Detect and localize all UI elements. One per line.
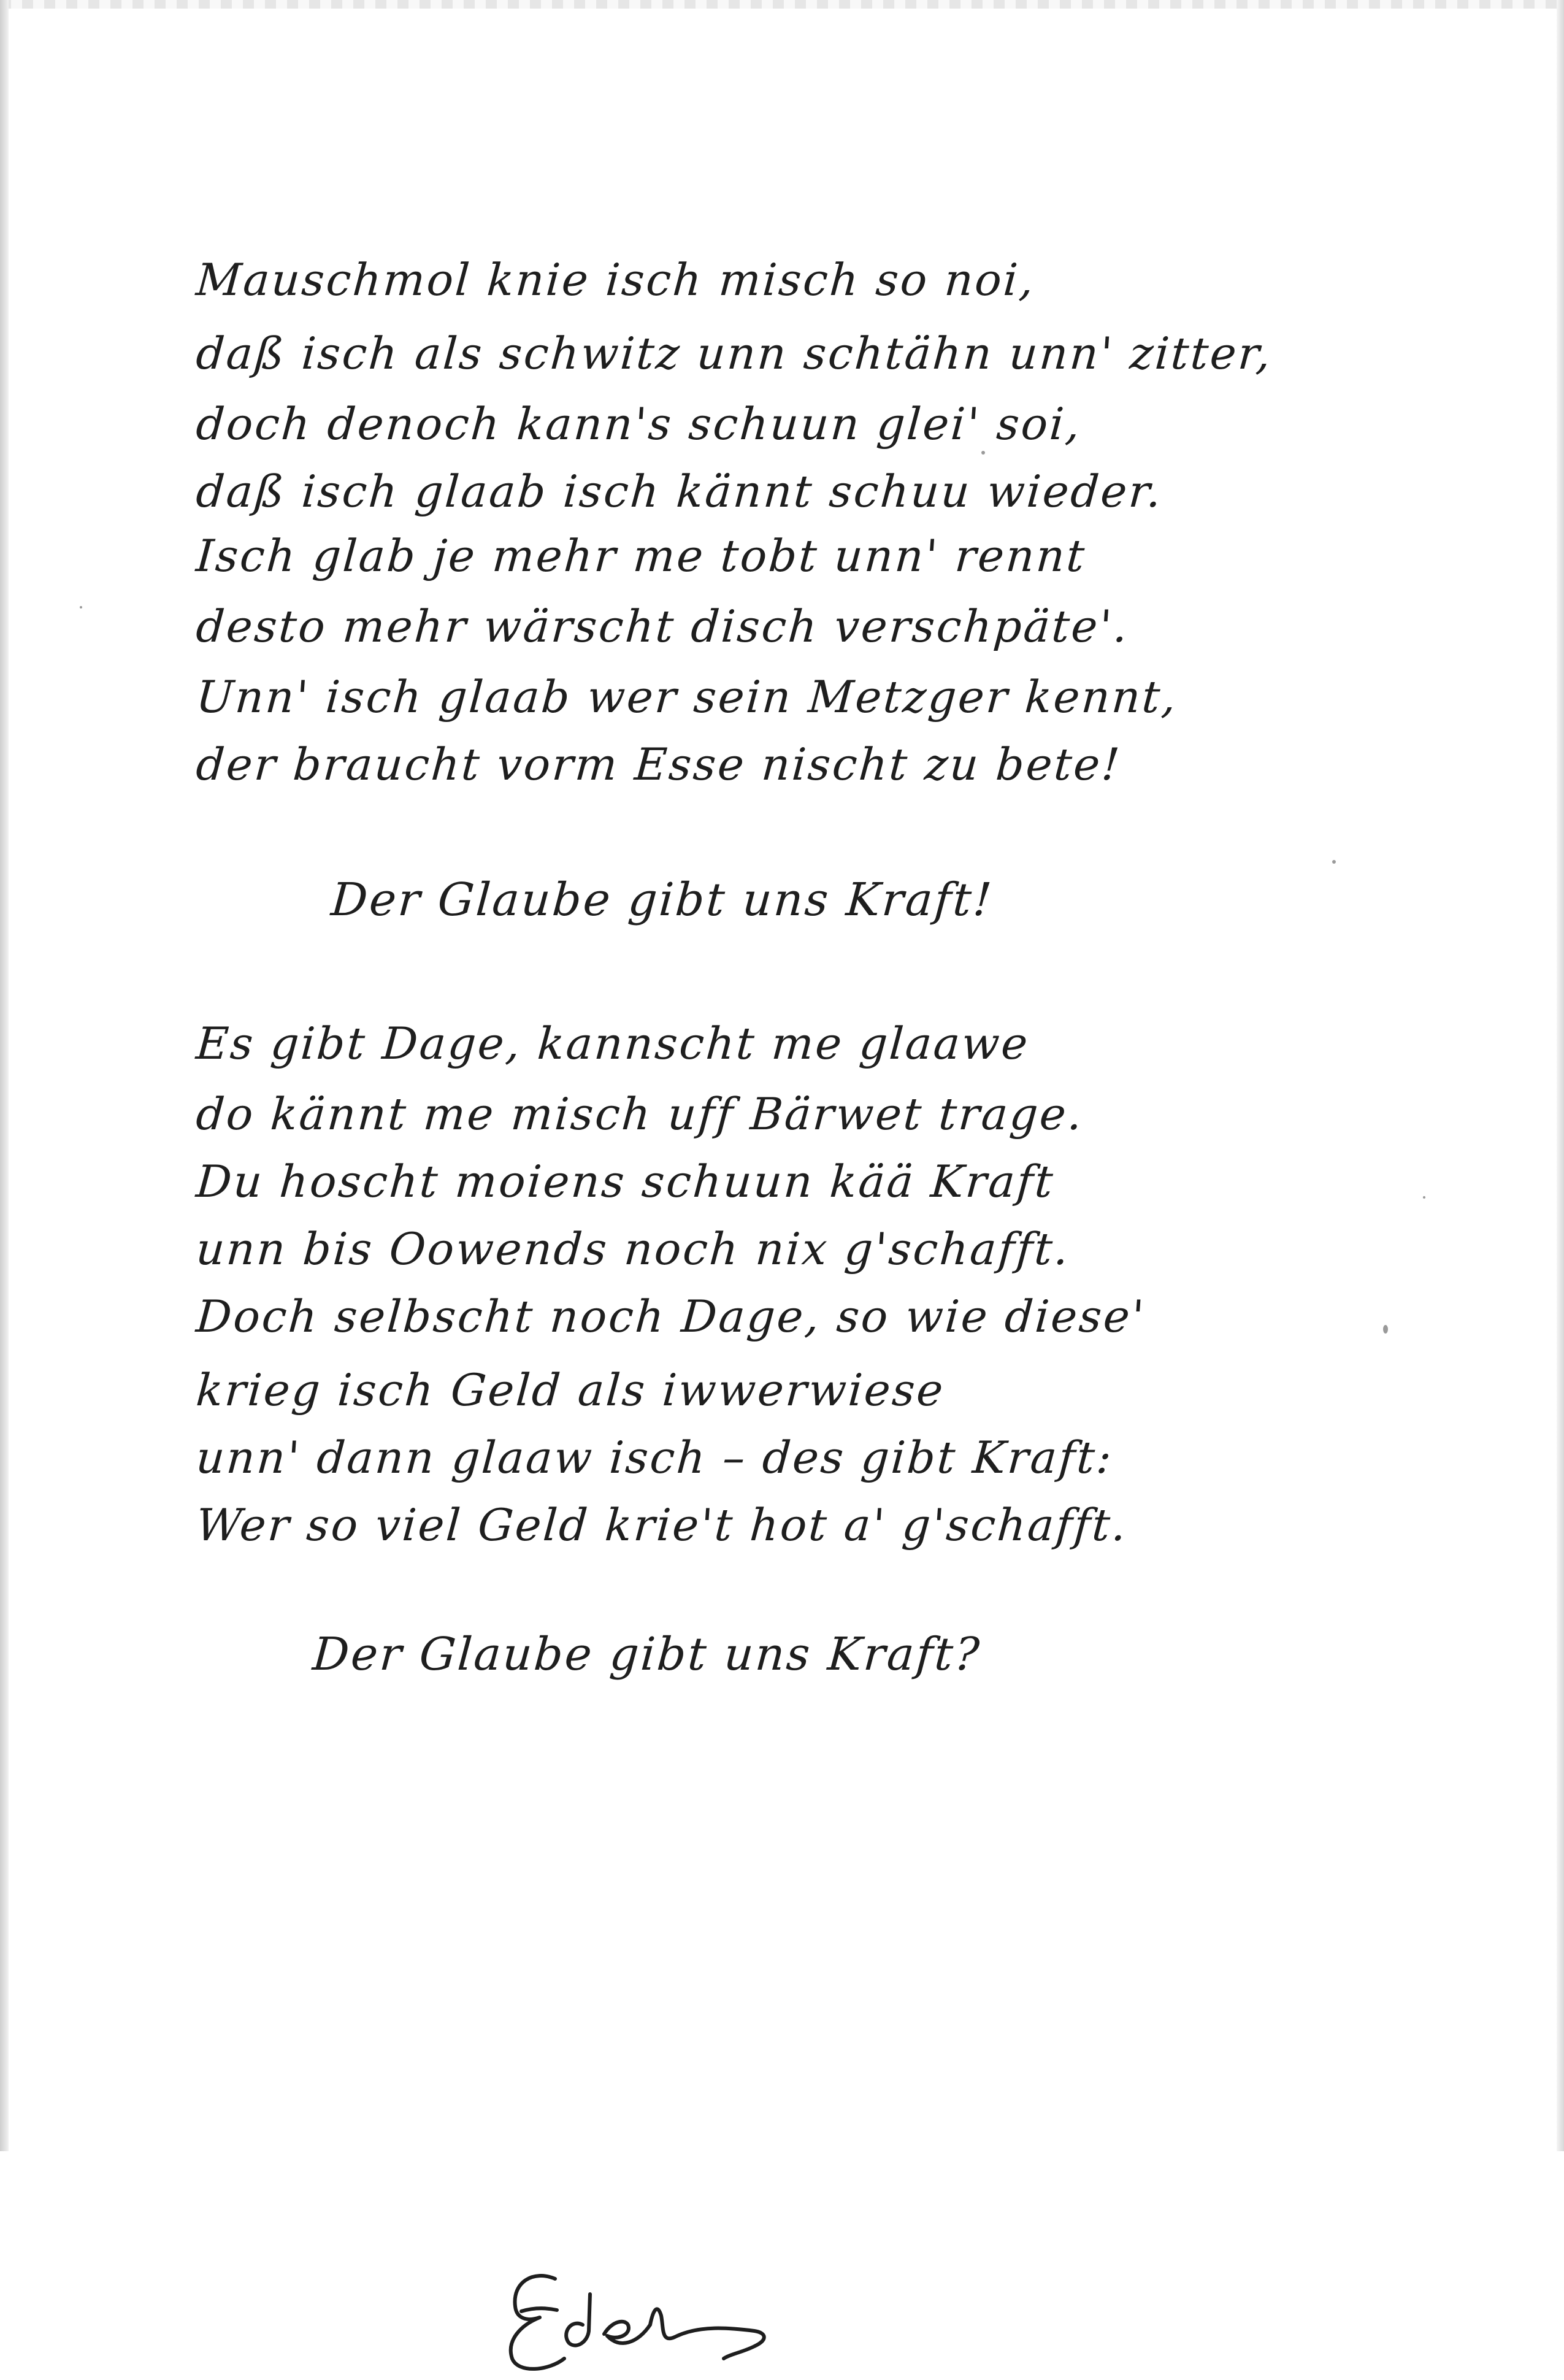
scan-edge-top	[0, 0, 1564, 9]
stanza-1-line-5: Isch glab je mehr me tobt unn' rennt	[194, 530, 1088, 582]
stanza-1-line-2: daß isch als schwitz unn schtähn unn' zitter,	[194, 328, 1275, 379]
handwritten-signature	[497, 2257, 779, 2380]
stanza-1-line-4: daß isch glaab isch kännt schuu wieder.	[194, 466, 1165, 517]
stanza-2-line-4: unn bis Oowends noch nix g'schafft.	[194, 1223, 1072, 1275]
stanza-2-line-1: Es gibt Dage, kannscht me glaawe	[194, 1018, 1032, 1069]
stanza-1-line-1: Mauschmol knie isch misch so noi,	[194, 254, 1037, 305]
stanza-2-line-5: Doch selbscht noch Dage, so wie diese'	[194, 1291, 1148, 1342]
stanza-1-line-6: desto mehr wärscht disch verschpäte'.	[194, 601, 1131, 652]
scan-edge-left	[0, 0, 9, 2151]
stanza-2-line-7: unn' dann glaaw isch – des gibt Kraft:	[194, 1432, 1115, 1483]
stanza-2-line-3: Du hoscht moiens schuun kää Kraft	[194, 1156, 1057, 1207]
scan-speck	[1383, 1325, 1388, 1334]
refrain-2: Der Glaube gibt uns Kraft?	[310, 1628, 983, 1681]
scan-speck	[80, 606, 82, 608]
stanza-2-line-2: do kännt me misch uff Bärwet trage.	[194, 1088, 1086, 1140]
scan-speck	[981, 451, 985, 455]
scan-speck	[1423, 1196, 1425, 1199]
refrain-1: Der Glaube gibt uns Kraft!	[329, 873, 995, 926]
scan-edge-right	[1557, 0, 1564, 2151]
stanza-1-line-3: doch denoch kann's schuun glei' soi,	[194, 398, 1084, 450]
stanza-2-line-8: Wer so viel Geld krie't hot a' g'schafft.	[194, 1499, 1130, 1551]
scan-speck	[1332, 860, 1336, 864]
stanza-1-line-8: der braucht vorm Esse nischt zu bete!	[194, 739, 1124, 790]
stanza-2-line-6: krieg isch Geld als iwwerwiese	[194, 1364, 947, 1416]
stanza-1-line-7: Unn' isch glaab wer sein Metzger kennt,	[194, 671, 1179, 723]
